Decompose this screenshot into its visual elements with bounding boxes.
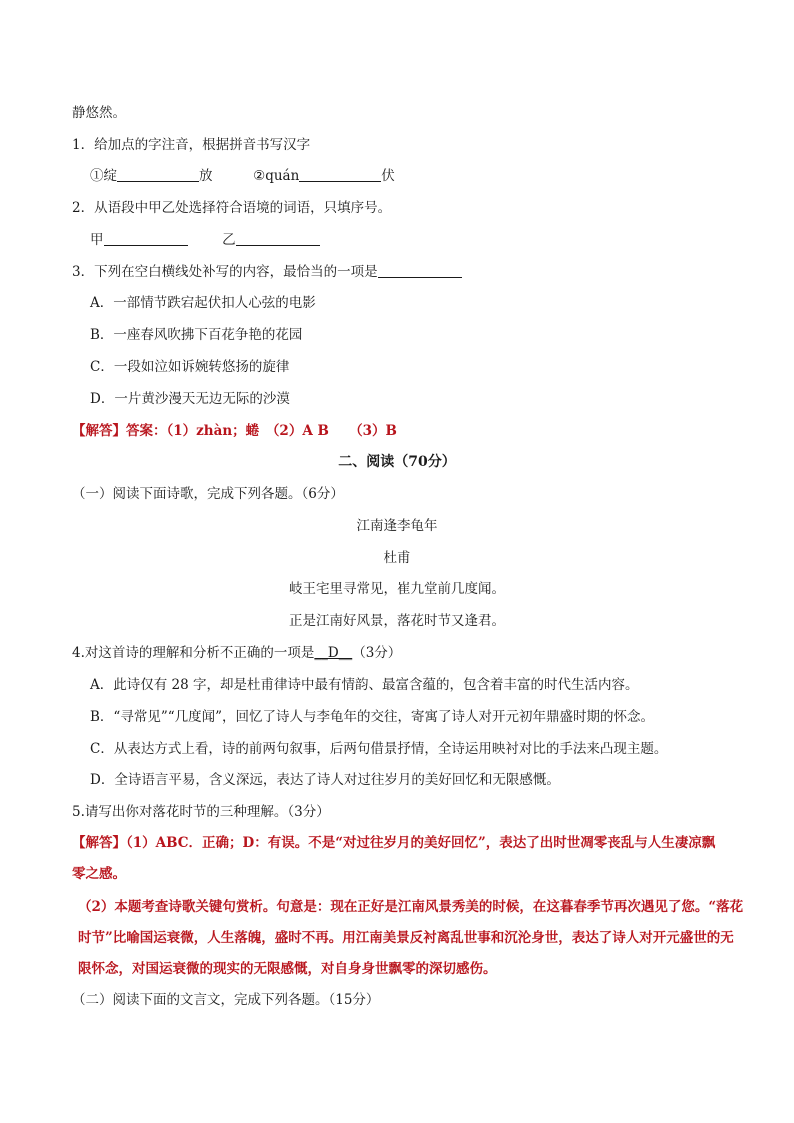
part-heading-2: （二）阅读下面的文言文，完成下列各题。（15分）	[72, 992, 380, 1008]
question-5: 5.请写出你对落花时节的三种理解。（3分）	[72, 804, 330, 820]
answer-blank	[236, 231, 320, 246]
poem-line-2: 正是江南好风景，落花时节又逢君。	[289, 613, 505, 629]
answer-blank	[117, 167, 199, 182]
blank-suffix-1: 放	[199, 168, 213, 184]
question-4	[72, 644, 734, 662]
option-b: B．一座春风吹拂下百花争艳的花园	[90, 327, 303, 343]
option-d: D．全诗语言平易，含义深远，表达了诗人对过往岁月的美好回忆和无限感慨。	[90, 772, 560, 788]
poem-title: 江南逢李龟年	[356, 518, 438, 534]
label-jia: 甲	[90, 232, 104, 248]
blank-prefix-1: ①绽	[90, 168, 117, 184]
question-4-answer: __D__	[314, 645, 353, 661]
option-d: D．一片黄沙漫天无边无际的沙漠	[90, 391, 290, 407]
poem-author: 杜甫	[383, 550, 411, 566]
part-heading-1: （一）阅读下面诗歌，完成下列各题。（6分）	[72, 486, 344, 502]
answer-block-2-part-1: 【解答】（1）ABC．正确；D：有误。不是“对过往岁月的美好回忆”，表达了出时世凋零丧乱与人生凄凉飘零之感。	[72, 835, 716, 882]
text-line: 静悠然。	[72, 105, 126, 121]
question-4-text: 4.对这首诗的理解和分析不正确的一项是	[72, 645, 315, 661]
answer-block-2-part-2: （2）本题考查诗歌关键句赏析。句意是：现在正好是江南风景秀美的时候，在这暮春季节再次遇见了您。“落花时节”比喻国运衰微，人生落魄，盛时不再。用江南美景反衬离乱世事和沉沦身世，表达了诗人对开元盛世的无限怀念，对国运衰微的现实的无限感慨，对自身身世飘零的深切感伤。	[78, 899, 744, 977]
option-c: C．从表达方式上看，诗的前两句叙事，后两句借景抒情，全诗运用映衬对比的手法来凸现主题。	[90, 741, 668, 757]
answer-blank	[299, 167, 381, 182]
option-b: B．“寻常见”“几度闻”，回忆了诗人与李龟年的交往，寄寓了诗人对开元初年鼎盛时期的怀念。	[90, 709, 655, 725]
option-a: A．一部情节跌宕起伏扣人心弦的电影	[90, 295, 316, 311]
question-2-blanks	[90, 231, 734, 249]
option-c: C．一段如泣如诉婉转悠扬的旋律	[90, 359, 290, 375]
blank-suffix-2: 伏	[381, 168, 395, 184]
label-yi: 乙	[222, 232, 236, 248]
option-a: A．此诗仅有 28 字，却是杜甫律诗中最有情韵、最富含蕴的，包含着丰富的时代生活内容。	[90, 677, 639, 693]
answer-blank	[104, 231, 188, 246]
poem-line-1: 岐王宅里寻常见，崔九堂前几度闻。	[289, 581, 505, 597]
blank-prefix-2: ②quán	[253, 168, 300, 184]
question-2: 2．从语段中甲乙处选择符合语境的词语，只填序号。	[72, 200, 392, 216]
answer-block-1: 【解答】答案：（1）zhàn；蜷 （2）A B （3）B	[72, 423, 397, 439]
question-1: 1．给加点的字注音，根据拼音书写汉字	[72, 137, 311, 153]
question-3-text: 3．下列在空白横线处补写的内容，最恰当的一项是	[72, 264, 378, 280]
question-3	[72, 263, 734, 281]
question-1-blanks	[90, 167, 734, 185]
answer-blank	[378, 263, 462, 278]
question-4-score: （3分）	[352, 645, 402, 661]
section-heading: 二、阅读（70分）	[338, 454, 456, 470]
